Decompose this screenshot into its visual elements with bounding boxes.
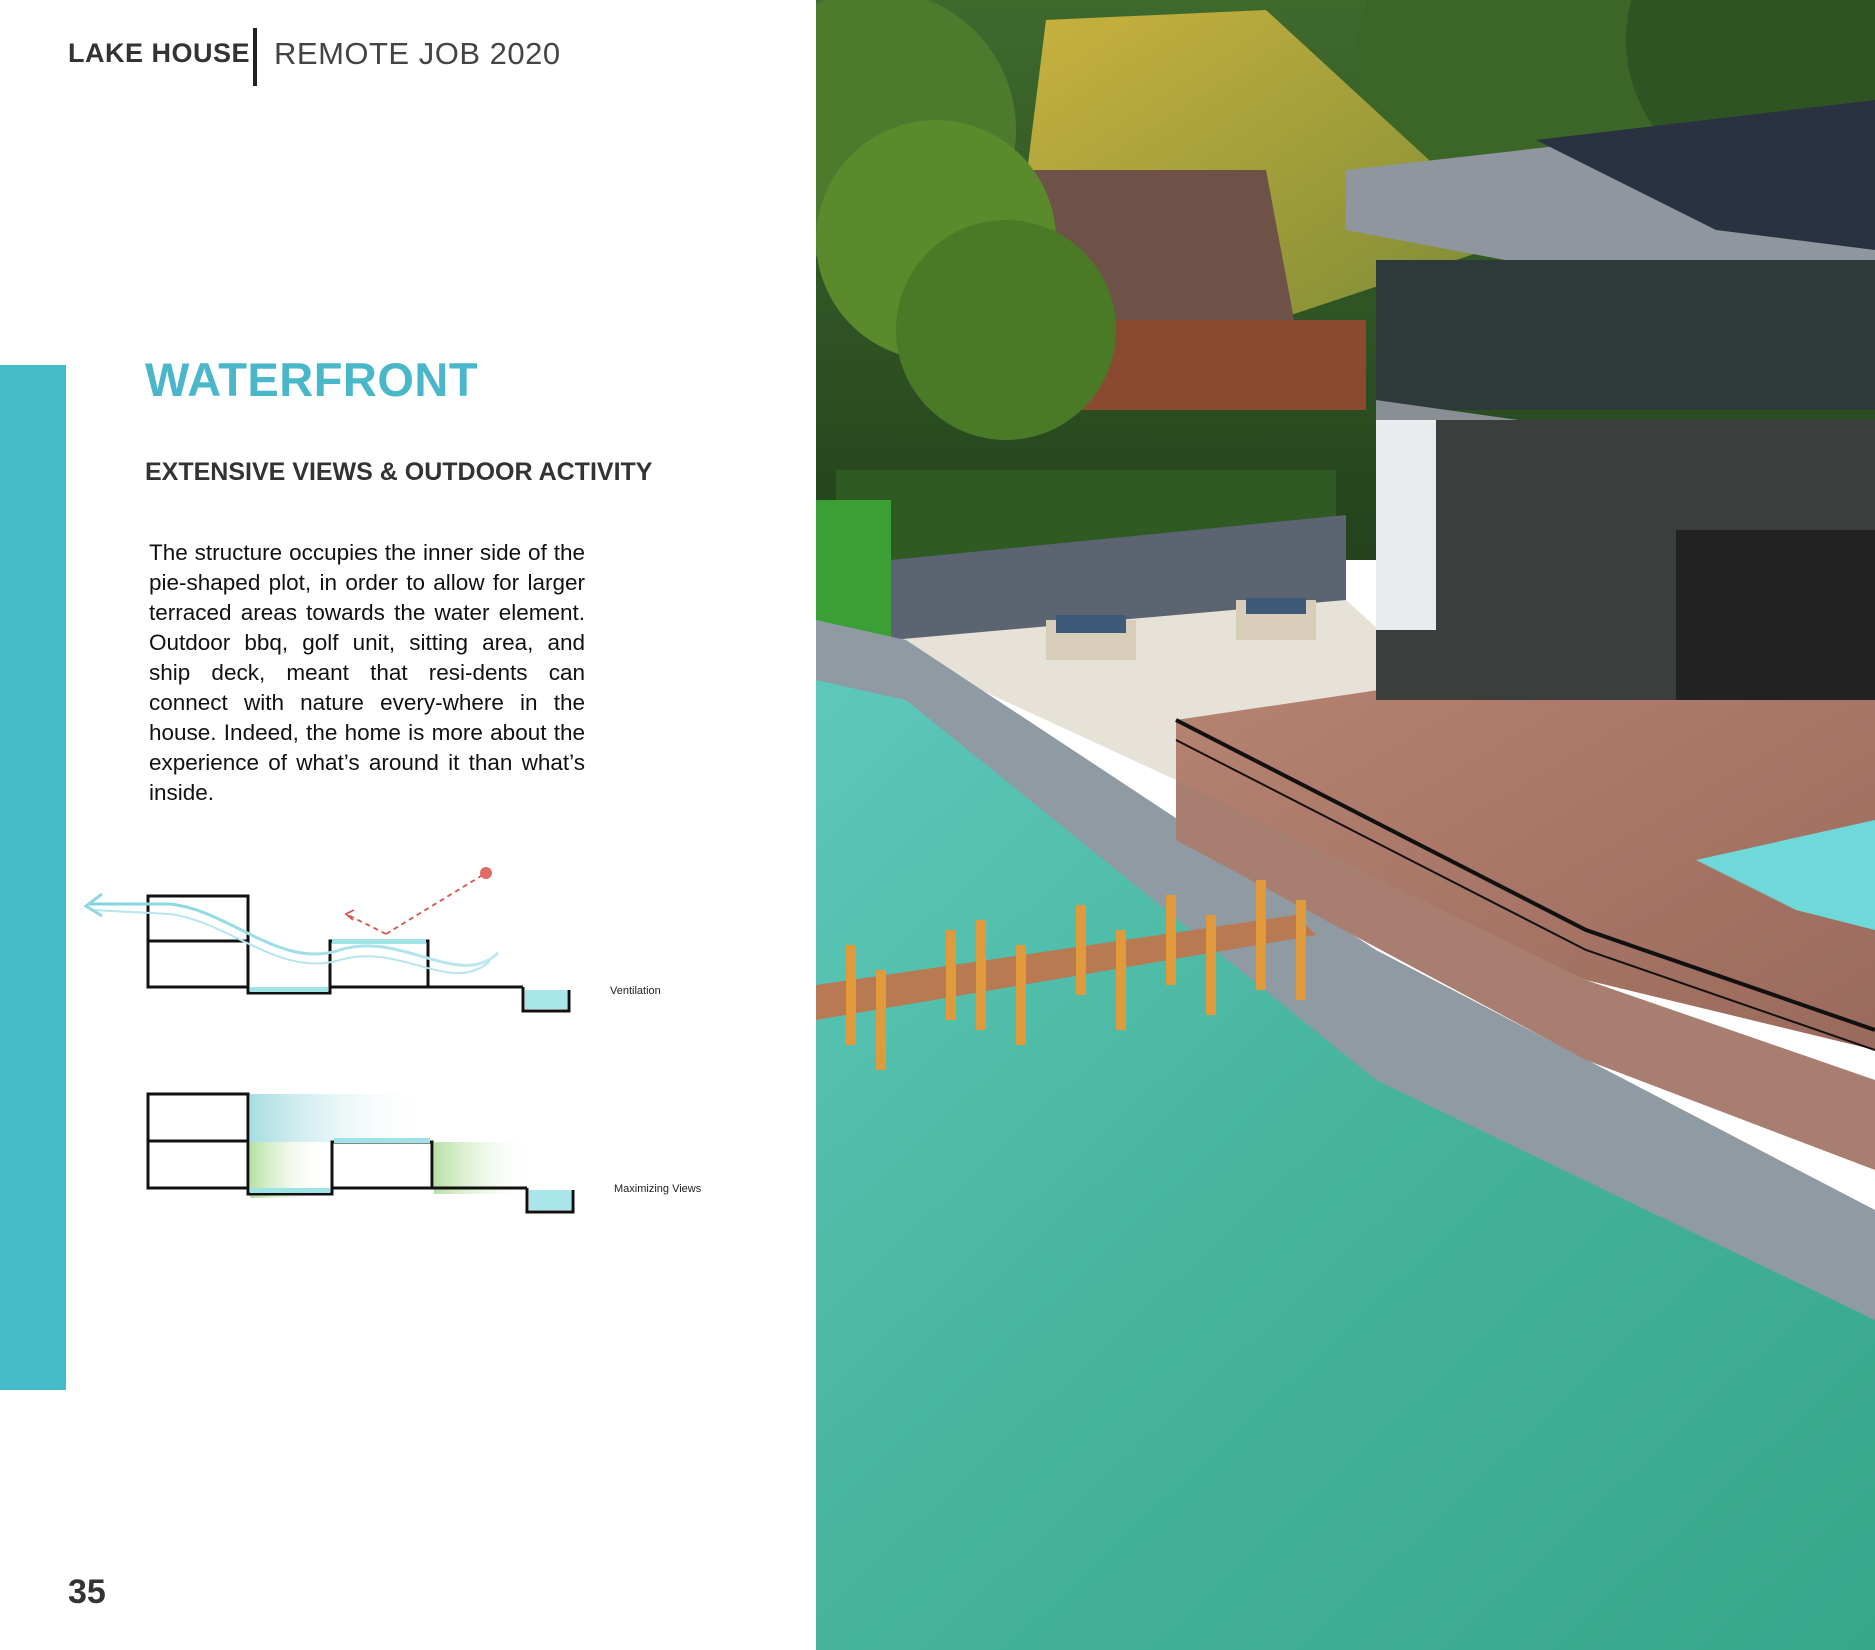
section-subtitle: EXTENSIVE VIEWS & OUTDOOR ACTIVITY <box>145 458 653 486</box>
ventilation-label: Ventilation <box>610 985 661 997</box>
lake-house-render-image <box>816 0 1875 1650</box>
views-diagram <box>130 1080 590 1220</box>
ventilation-diagram <box>80 860 700 1040</box>
views-label: Maximizing Views <box>614 1183 702 1195</box>
header-job: REMOTE JOB 2020 <box>274 36 561 71</box>
section-title: WATERFRONT <box>145 353 479 406</box>
section-body: The structure occupies the inner side of the pie-shaped plot, in order to allow for larger terraced areas towards the water element. Outdoor bbq, golf unit, sitting area, and ship deck, meant that resi-dents can connect with nature every-where in the house. Indeed, the home is more about the experience of what’s around it than what’s inside. <box>149 540 585 805</box>
header-project: LAKE HOUSE <box>68 38 251 68</box>
accent-bar <box>0 365 66 1390</box>
page-number: 35 <box>68 1573 106 1611</box>
header-divider <box>253 28 257 86</box>
lake-house-render <box>816 0 1875 1650</box>
